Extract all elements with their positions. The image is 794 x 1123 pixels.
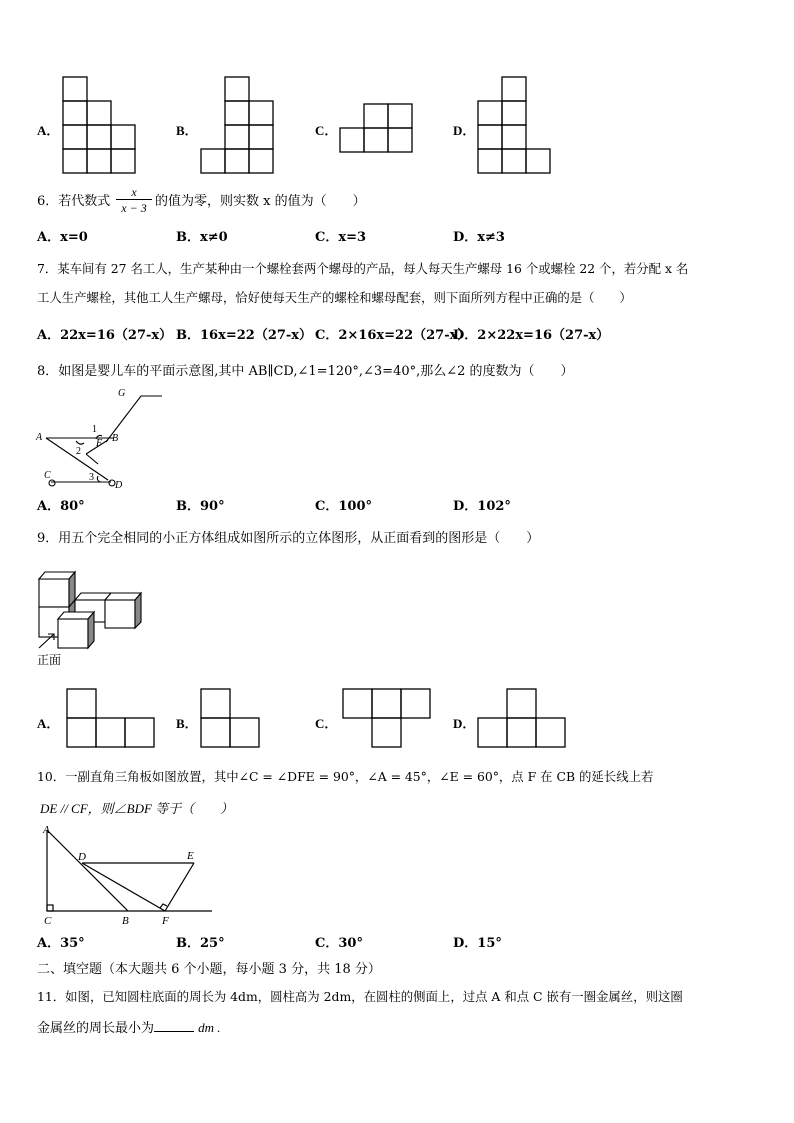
- q10-label-e: E: [187, 850, 194, 862]
- q6-numerator: x: [131, 185, 137, 199]
- q6-suffix: 的值为零，则实数 x 的值为（ ）: [155, 194, 366, 209]
- q5-option-b-figure: [200, 76, 276, 176]
- q8-option-d[interactable]: D．102°: [453, 499, 511, 514]
- q5-option-d-figure: [477, 76, 553, 176]
- q10-label-b: B: [122, 915, 129, 927]
- q7-option-d[interactable]: D．2×22x=16（27-x）: [453, 328, 610, 343]
- q9-option-c-label[interactable]: C．: [315, 716, 338, 731]
- q7-line2: 工人生产螺栓，其他工人生产螺母，恰好使每天生产的螺栓和螺母配套，则下面所列方程中正确的是（ ）: [37, 290, 632, 305]
- q8-label-a: A: [36, 432, 43, 443]
- q6-option-a[interactable]: A．x=0: [37, 230, 88, 245]
- q5-option-a-label[interactable]: A．: [37, 123, 60, 138]
- q8-label-b: B: [112, 433, 119, 444]
- q10-label-d: D: [78, 851, 86, 863]
- q7-option-a[interactable]: A．22x=16（27-x）: [37, 328, 173, 343]
- q10-label-f: F: [162, 915, 169, 927]
- q10-option-b[interactable]: B．25°: [176, 936, 225, 951]
- q9-option-b-label[interactable]: B．: [176, 716, 198, 731]
- q6-option-d[interactable]: D．x≠3: [453, 230, 505, 245]
- q9-front-label: 正面: [37, 653, 62, 667]
- q8-label-d: D: [115, 480, 123, 491]
- q7-option-b[interactable]: B．16x=22（27-x）: [176, 328, 313, 343]
- q9-option-d-label[interactable]: D．: [453, 716, 476, 731]
- q6-option-b[interactable]: B．x≠0: [176, 230, 228, 245]
- q10-label-a: A: [43, 824, 50, 836]
- q9-option-a-figure: [66, 688, 158, 750]
- q8-option-a[interactable]: A．80°: [37, 499, 85, 514]
- q9-text: 9．用五个完全相同的小正方体组成如图所示的立体图形，从正面看到的图形是（ ）: [37, 531, 540, 546]
- q8-angle-1: 1: [92, 424, 97, 435]
- q6-fraction: [116, 185, 152, 216]
- q5-option-c-label[interactable]: C．: [315, 123, 338, 138]
- q10-line2: DE // CF，则∠BDF 等于（ ）: [40, 801, 234, 816]
- q9-option-c-figure: [342, 688, 434, 750]
- q5-option-a-figure: [62, 76, 138, 176]
- q8-stroller-figure: [36, 386, 156, 496]
- q8-label-f: F: [96, 438, 103, 449]
- q8-option-c[interactable]: C．100°: [315, 499, 372, 514]
- q10-line1: 10．一副直角三角板如图放置，其中∠C = ∠DFE = 90°，∠A = 45°，∠E = 60°，点 F 在 CB 的延长线上若: [37, 769, 654, 784]
- q8-text: 8．如图是婴儿车的平面示意图,其中 AB∥CD,∠1=120°,∠3=40°,那么∠2 的度数为（ ）: [37, 364, 574, 379]
- q9-option-b-figure: [200, 688, 264, 750]
- q11-line2-suffix: dm .: [198, 1020, 221, 1035]
- q6-denominator: x − 3: [116, 199, 152, 216]
- q8-option-b[interactable]: B．90°: [176, 499, 225, 514]
- q5-option-d-label[interactable]: D．: [453, 123, 476, 138]
- q11-answer-blank[interactable]: [154, 1019, 194, 1032]
- q10-triangle-figure: [36, 824, 216, 930]
- q11-line1: 11．如图，已知圆柱底面的周长为 4dm，圆柱高为 2dm，在圆柱的侧面上，过点 A 和点 C 嵌有一圈金属丝，则这圈: [37, 989, 683, 1004]
- q11-line2-prefix: 金属丝的周长最小为: [37, 1021, 155, 1036]
- q6-prefix: 6．若代数式: [37, 194, 111, 209]
- q8-angle-3: 3: [89, 472, 94, 483]
- q6-option-c[interactable]: C．x=3: [315, 230, 367, 245]
- q10-option-d[interactable]: D．15°: [453, 936, 502, 951]
- q9-cube-figure: [36, 562, 142, 668]
- q5-option-b-label[interactable]: B．: [176, 123, 198, 138]
- q10-option-a[interactable]: A．35°: [37, 936, 85, 951]
- q9-option-a-label[interactable]: A．: [37, 716, 60, 731]
- q5-option-c-figure: [339, 103, 415, 155]
- q11-line2: [37, 1019, 221, 1038]
- q9-option-d-figure: [477, 688, 569, 750]
- q8-label-c: C: [44, 470, 51, 481]
- q10-option-c[interactable]: C．30°: [315, 936, 363, 951]
- q7-option-c[interactable]: C．2×16x=22（27-x）: [315, 328, 471, 343]
- q8-label-g: G: [118, 388, 126, 399]
- q7-line1: 7．某车间有 27 名工人，生产某种由一个螺栓套两个螺母的产品，每人每天生产螺母 16 个或螺栓 22 个，若分配 x 名: [37, 261, 689, 276]
- section-2-title: 二、填空题（本大题共 6 个小题，每小题 3 分，共 18 分）: [37, 962, 381, 977]
- q10-label-c: C: [44, 915, 52, 927]
- q8-angle-2: 2: [76, 446, 81, 457]
